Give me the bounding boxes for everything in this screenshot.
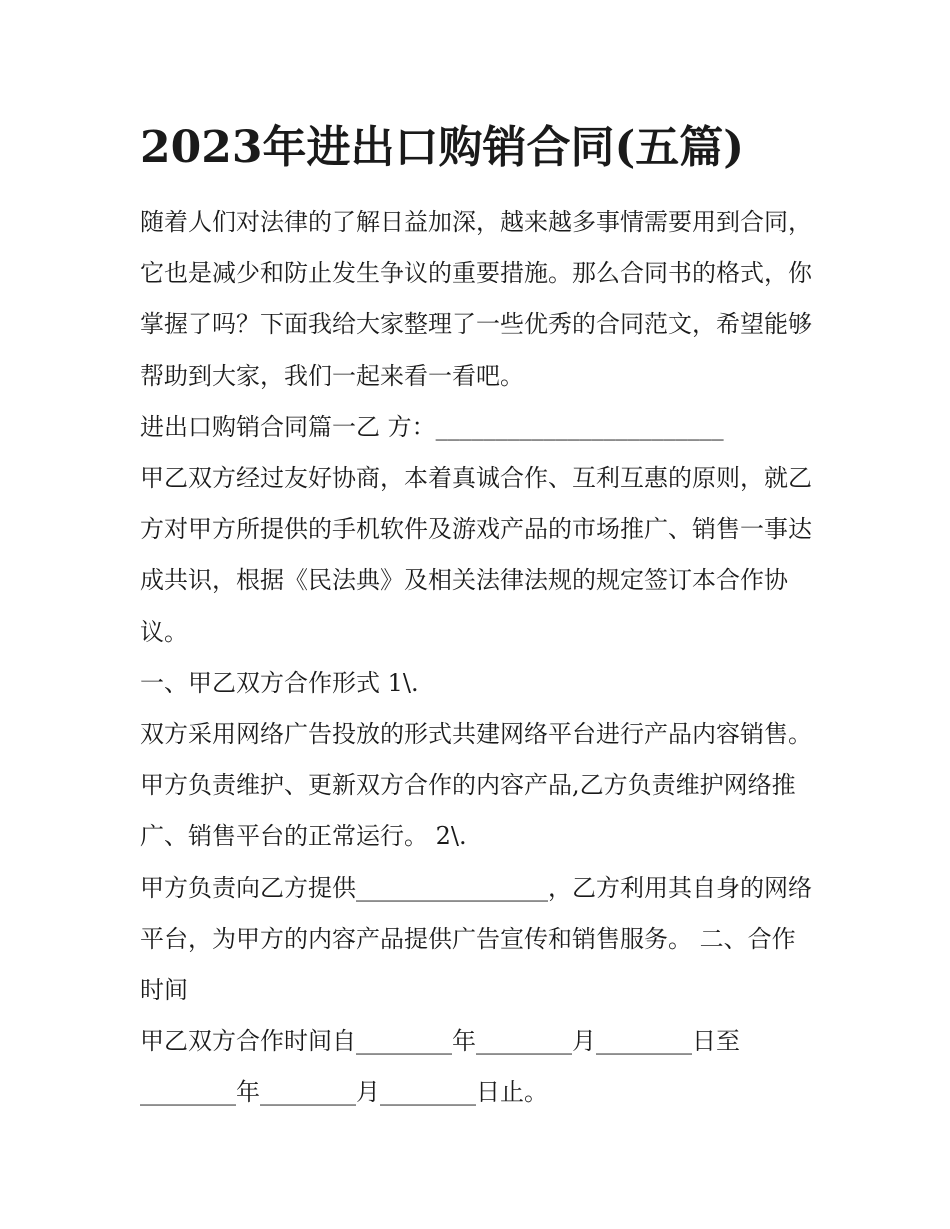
intro-paragraph: 随着人们对法律的了解日益加深，越来越多事情需要用到合同，它也是减少和防止发生争议的重要措施。那么合同书的格式，你掌握了吗？下面我给大家整理了一些优秀的合同范文，希望能够帮助到大家，我们一起来看一看吧。 <box>140 208 812 390</box>
section-1-heading: 一、甲乙双方合作形式 1\. <box>140 668 419 697</box>
document-body <box>140 197 815 1119</box>
cooperation-period: 甲乙双方合作时间自________年________月________日至________年________月________日止。 <box>140 1027 740 1107</box>
contract-heading-party-b: 进出口购销合同篇一乙 方：________________________ <box>140 412 724 441</box>
section-1-item-2: 甲方负责向乙方提供________________，乙方利用其自身的网络平台，为甲方的内容产品提供广告宣传和销售服务。 二、合作时间 <box>140 873 812 1005</box>
document-title: 2023年进出口购销合同(五篇) <box>140 122 745 173</box>
agreement-paragraph: 甲乙双方经过友好协商，本着真诚合作、互利互惠的原则，就乙方对甲方所提供的手机软件及游戏产品的市场推广、销售一事达成共识，根据《民法典》及相关法律法规的规定签订本合作协议。 <box>140 464 812 646</box>
section-1-item-1: 双方采用网络广告投放的形式共建网络平台进行产品内容销售。甲方负责维护、更新双方合作的内容产品,乙方负责维护网络推广、销售平台的正常运行。 2\. <box>140 720 812 851</box>
